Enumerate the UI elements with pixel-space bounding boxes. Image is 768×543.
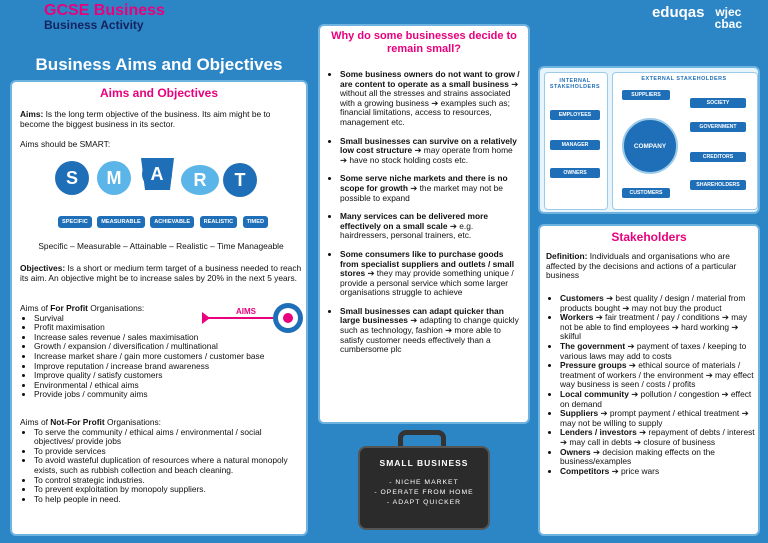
external-suppliers: SUPPLIERS <box>622 90 670 100</box>
list-item <box>560 361 758 390</box>
list-item <box>340 174 522 203</box>
item-bold: Local community <box>560 388 629 399</box>
badge-achievable: ACHIEVABLE <box>150 216 194 228</box>
briefcase-title: SMALL BUSINESS <box>379 458 469 468</box>
objectives-definition <box>20 264 302 283</box>
external-shareholders: SHAREHOLDERS <box>690 180 746 190</box>
list-item: • Improve quality / satisfy customers <box>34 371 302 381</box>
smart-letter-r: R <box>193 170 207 190</box>
definition-text: Individuals and organisations who are affected by the decisions and actions of a particular business <box>546 251 737 281</box>
item-bold: Many services can be delivered more effectively on a small scale <box>340 211 489 231</box>
item-bold: Suppliers <box>560 408 599 419</box>
item-text: ➔ best quality / design / material from products bought ➔ may not buy the product <box>560 293 746 313</box>
list-item <box>340 70 522 128</box>
internal-heading: INTERNAL STAKEHOLDERS <box>549 78 601 90</box>
item-bold: Small businesses can adapt quicker than large businesses <box>340 305 504 326</box>
item-bold: The government <box>560 340 626 351</box>
panel-heading: Why do some businesses decide to remain small? <box>331 30 517 55</box>
item-text: ➔ price wars <box>609 465 660 476</box>
company-circle: COMPANY <box>622 118 678 174</box>
badge-specific: SPECIFIC <box>58 216 92 228</box>
item-bold: Customers <box>560 293 604 303</box>
item-bold: Some serve niche markets and there is no scope for growth <box>340 173 508 193</box>
list-item <box>340 307 522 355</box>
smart-letter-s: S <box>65 168 79 188</box>
logo-wjec-cbac <box>715 6 742 30</box>
heading-post: Organisations: <box>104 417 162 427</box>
item-text: ➔ fair treatment / pay / conditions ➔ may not be able to find employees ➔ hard working ➔ skilful <box>560 312 748 342</box>
remain-small-list-wrap <box>326 70 522 364</box>
remain-small-list <box>326 70 522 355</box>
item-text: ➔ e.g. hairdressers, personal trainers, etc. <box>340 220 474 241</box>
list-item <box>560 409 758 428</box>
aims-objectives-panel <box>10 80 308 536</box>
external-government: GOVERNMENT <box>690 122 746 132</box>
briefcase-line: - OPERATE FROM HOME <box>374 489 474 496</box>
remain-small-panel <box>318 24 530 424</box>
list-item: • To prevent exploitation by monopoly suppliers. <box>34 485 302 495</box>
item-text: ➔ they may provide something unique / provide a personal service which some larger organisations struggle to achieve <box>340 268 514 298</box>
small-business-briefcase <box>358 428 490 534</box>
internal-employees: EMPLOYEES <box>550 110 600 120</box>
internal-manager: MANAGER <box>550 140 600 150</box>
item-text: ➔ without all the stresses and strains associated with a growing business ➔ examples such as; financial limitations, access to resources, management etc. <box>340 78 519 127</box>
badge-realistic: REALISTIC <box>200 216 238 228</box>
smart-line: Specific – Measurable – Attainable – Realistic – Time Manageable <box>38 241 284 251</box>
list-item: • To provide services <box>34 447 302 457</box>
logo-eduqas: eduqas <box>651 4 705 21</box>
smart-graphic <box>50 154 260 202</box>
list-item: • Growth / expansion / diversification / multinational <box>34 342 302 352</box>
definition-label: Definition: <box>546 251 588 261</box>
list-item: • Increase sales revenue / sales maximisation <box>34 333 302 343</box>
objectives-label: Objectives: <box>20 263 66 273</box>
list-item: • Profit maximisation <box>34 323 302 333</box>
list-item: • Survival <box>34 314 302 324</box>
list-item <box>560 428 758 447</box>
heading-bold: For Profit <box>50 303 88 313</box>
smart-badges <box>58 210 269 228</box>
item-bold: Competitors <box>560 465 610 476</box>
item-bold: Lenders / investors <box>560 427 637 438</box>
item-text: ➔ prompt payment / ethical treatment ➔ may not be willing to supply <box>560 408 749 428</box>
list-item <box>560 448 758 467</box>
briefcase-lines <box>358 478 490 508</box>
heading-bold: Not-For Profit <box>50 417 105 427</box>
heading-pre: Aims of <box>20 417 51 427</box>
stakeholder-list <box>546 294 758 476</box>
external-customers: CUSTOMERS <box>622 188 670 198</box>
course-subtitle: Business Activity <box>44 18 144 32</box>
list-item: • Environmental / ethical aims <box>34 381 302 391</box>
item-bold: Owners <box>560 446 591 457</box>
list-item <box>560 342 758 361</box>
aims-definition <box>20 110 302 129</box>
panel-heading: Stakeholders <box>611 230 687 244</box>
heading-post: Organisations: <box>87 303 145 313</box>
item-text: ➔ pollution / congestion ➔ effect on demand <box>560 388 752 409</box>
smart-intro: Aims should be SMART: <box>20 139 111 149</box>
course-title: GCSE Business <box>44 2 165 19</box>
logo-cbac: cbac <box>714 17 742 31</box>
item-bold: Pressure groups <box>560 360 627 371</box>
item-text: ➔ decision making effects on the business/examples <box>560 446 715 467</box>
list-item: • To serve the community / ethical aims / environmental / social objectives/ provide jobs <box>34 428 302 447</box>
external-heading: EXTERNAL STAKEHOLDERS <box>641 76 727 82</box>
item-text: ➔ payment of taxes / keeping to various laws may add to costs <box>560 340 747 361</box>
aims-text: Is the long term objective of the business. Its aim might be to become the biggest business in its sector. <box>20 109 271 129</box>
stakeholder-diagram <box>538 66 760 214</box>
badge-measurable: MEASURABLE <box>97 216 144 228</box>
list-item: • Provide jobs / community aims <box>34 390 302 400</box>
item-text: ➔ ethical source of materials / treatment of workers / the environment ➔ may effect way business is seen / costs / profits <box>560 360 754 390</box>
list-item <box>340 250 522 298</box>
list-item <box>560 390 758 409</box>
internal-owners: OWNERS <box>550 168 600 178</box>
external-society: SOCIETY <box>690 98 746 108</box>
list-item: • To avoid wasteful duplication of resources where a natural monopoly exists, such as rubbish collection and beach cleaning. <box>34 456 302 475</box>
item-bold: Some business owners do not want to grow / are content to operate as a small business <box>340 69 520 89</box>
list-item <box>340 212 522 241</box>
page-title: Business Aims and Objectives <box>35 55 283 74</box>
badge-timed: TIMED <box>243 216 268 228</box>
aims-label: Aims: <box>20 109 44 119</box>
list-item <box>560 294 758 313</box>
item-bold: Some consumers like to purchase goods from specialist suppliers and outlets / small stores <box>340 248 515 279</box>
list-item <box>340 137 522 166</box>
heading-pre: Aims of <box>20 303 51 313</box>
item-bold: Small businesses can survive on a relatively low cost structure <box>340 135 517 156</box>
stakeholders-panel <box>538 224 760 536</box>
list-item <box>560 313 758 342</box>
smart-letter-a: A <box>150 164 164 184</box>
list-item: • Increase market share / gain more customers / customer base <box>34 352 302 362</box>
smart-letter-t: T <box>234 170 246 190</box>
item-text: ➔ repayment of debts / interest ➔ may call in debts ➔ closure of business <box>560 427 755 447</box>
for-profit-section <box>20 304 302 400</box>
item-text: ➔ the market may not be possible to expand <box>340 182 503 203</box>
list-item: • To control strategic industries. <box>34 476 302 486</box>
stakeholder-list-wrap <box>546 294 758 476</box>
list-item <box>560 467 758 477</box>
stakeholder-definition <box>546 252 758 281</box>
aims-arrow-label: AIMS <box>236 307 256 316</box>
for-profit-list <box>20 314 302 400</box>
not-for-profit-section <box>20 418 302 504</box>
item-text: ➔ may operate from home ➔ have no stock holding costs etc. <box>340 145 513 165</box>
item-text: ➔ adapting to change quickly such as technology, fashion ➔ more able to satisfy customer needs effectively than a cumbersome plc <box>340 315 519 355</box>
smart-letter-m: M <box>106 168 122 188</box>
panel-heading: Aims and Objectives <box>99 86 219 100</box>
not-for-profit-list <box>20 428 302 505</box>
objectives-text: Is a short or medium term target of a business needed to reach its aim. An objective might be to increase sales by 20% in the next 5 years. <box>20 263 302 283</box>
external-creditors: CREDITORS <box>690 152 746 162</box>
eduqas-wjec-logo <box>652 6 742 30</box>
list-item: • Improve reputation / increase brand awareness <box>34 362 302 372</box>
briefcase-line: - ADAPT QUICKER <box>386 499 462 506</box>
list-item: • To help people in need. <box>34 495 302 505</box>
item-bold: Workers <box>560 312 594 323</box>
logo-wjec: wjec <box>715 5 742 19</box>
brand-block <box>44 2 165 32</box>
briefcase-line: - NICHE MARKET <box>389 479 459 486</box>
